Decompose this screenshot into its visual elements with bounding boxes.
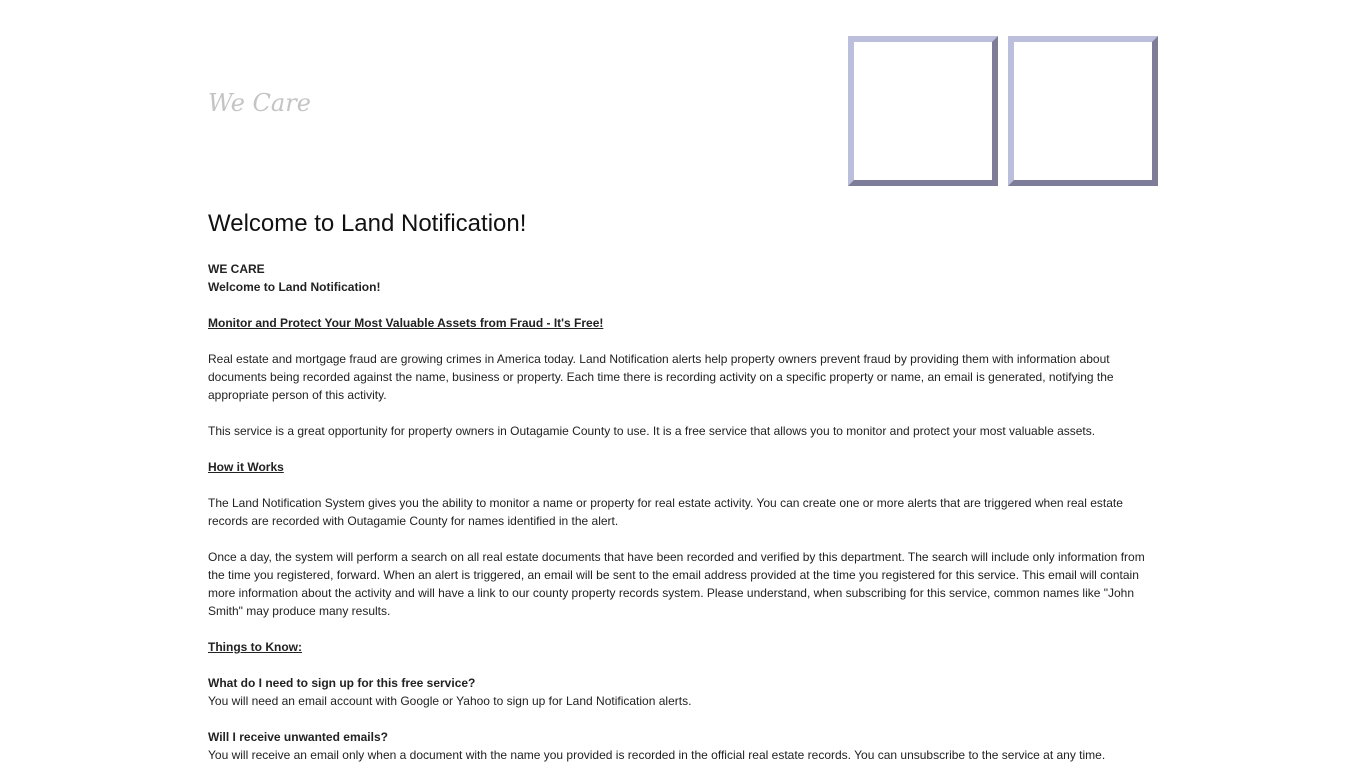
faq-answer: You will receive an email only when a document with the name you provided is recorded in the official real estate records. You can unsubscribe to the service at any time. [208,748,1106,762]
article-body [208,260,1158,764]
paragraph-fraud: Real estate and mortgage fraud are growing crimes in America today. Land Notification alerts help property owners prevent fraud by providing them with information about documents being recorded against the name, business or property. Each time there is recording activity on a specific property or name, an email is generated, notifying the appropriate person of this activity. [208,352,1114,402]
section-heading-how-it-works: How it Works [208,460,284,474]
section-heading-things-to-know: Things to Know: [208,640,302,654]
paragraph-system: The Land Notification System gives you the ability to monitor a name or property for real estate activity. You can create one or more alerts that are triggered when real estate records are recorded with Outagamie County for names identified in the alert. [208,496,1123,528]
faq-answer: You will need an email account with Google or Yahoo to sign up for Land Notification alerts. [208,694,692,708]
faq-question: Will I receive unwanted emails? [208,730,388,744]
faq-question: What do I need to sign up for this free service? [208,676,476,690]
header-image-frame-1 [848,36,998,186]
paragraph-service: This service is a great opportunity for property owners in Outagamie County to use. It is a free service that allows you to monitor and protect your most valuable assets. [208,424,1096,438]
page-title: Welcome to Land Notification! [208,210,527,237]
section-heading-monitor: Monitor and Protect Your Most Valuable Assets from Fraud - It's Free! [208,316,604,330]
intro-welcome: Welcome to Land Notification! [208,280,381,294]
site-header [0,0,1366,190]
paragraph-daily-search: Once a day, the system will perform a search on all real estate documents that have been recorded and verified by this department. The search will include only information from the time you registered, forward. When an alert is triggered, an email will be sent to the email address provided at the time you registered for this service. This email will contain more information about the activity and will have a link to our county property records system. Please understand, when subscribing for this service, common names like "John Smith" may produce many results. [208,550,1145,618]
header-image-frame-2 [1008,36,1158,186]
main-content [208,208,1158,764]
intro-we-care: WE CARE [208,262,265,276]
site-tagline: We Care [208,89,311,117]
